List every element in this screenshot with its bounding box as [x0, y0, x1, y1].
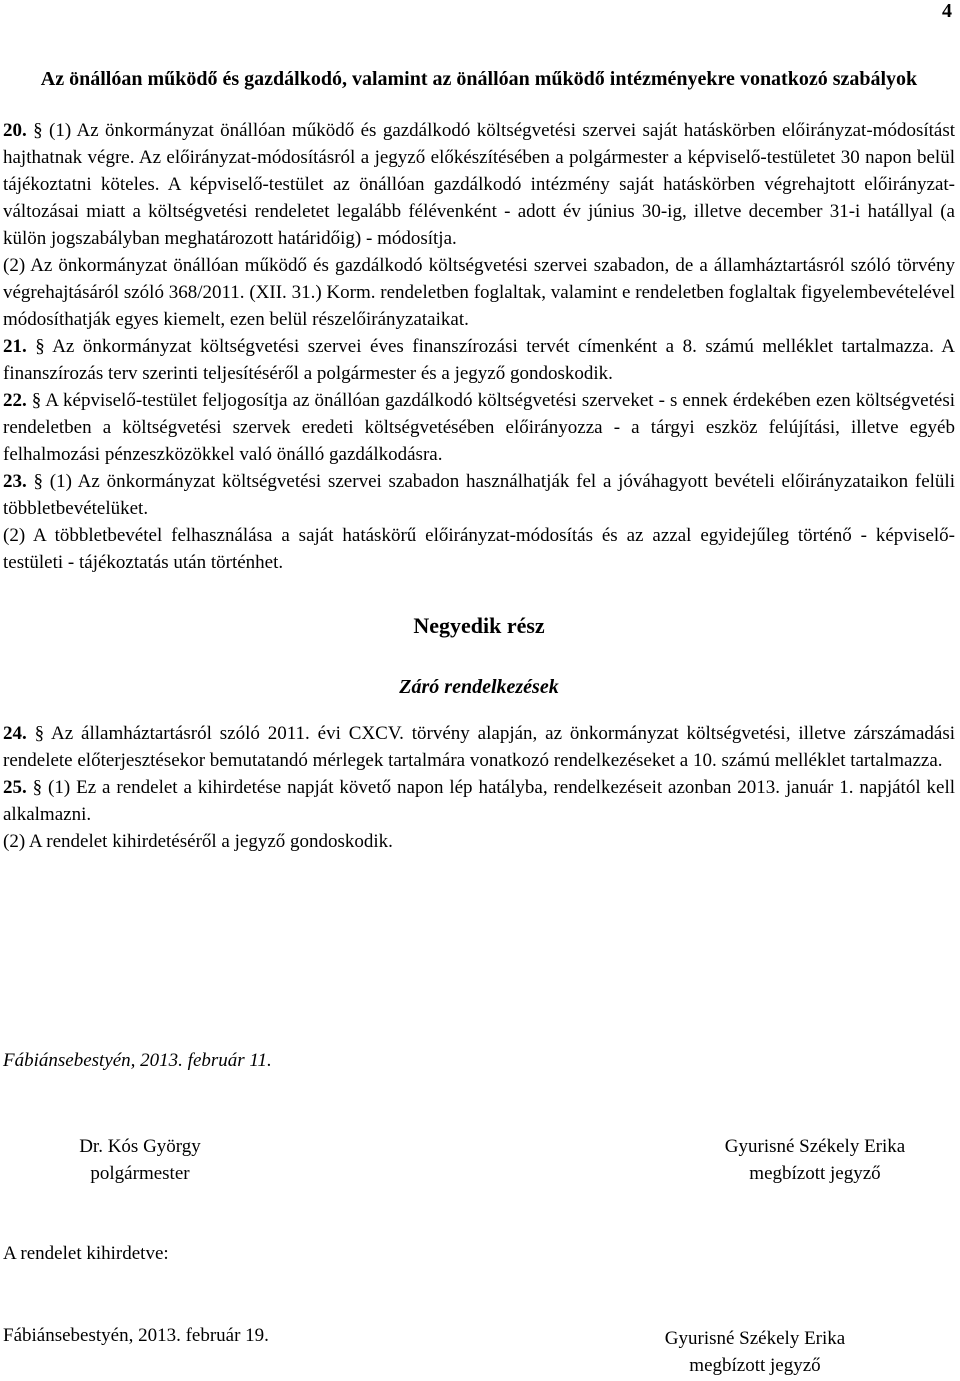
announcement-date: Fábiánsebestyén, 2013. február 19. [3, 1325, 269, 1346]
paragraph-21: 21. § Az önkormányzat költségvetési szervei éves finanszírozási tervét címenként a 8. számú melléklet tartalmazza. A finanszírozás terv szerinti teljesítéséről a polgármester és a jegyző gondoskodik. [3, 336, 955, 384]
paragraph-25-1: 25. § (1) Ez a rendelet a kihirdetése napját követő napon lép hatályba, rendelkezéseit azonban 2013. január 1. napjától kell alkalmazni. [3, 777, 956, 825]
paragraph-22: 22. § A képviselő-testület feljogosítja az önállóan gazdálkodó költségvetési szerveket - s ennek érdekében ezen költségvetési rendeletben a költségvetési szervek eredeti költségvetésében előirányozza - a tárgyi eszköz felújítási, illetve egyéb felhalmozási pénzeszközökkel való önálló gazdálkodásra. [3, 390, 955, 465]
signer-title: megbízott jegyző [749, 1163, 881, 1184]
paragraph-20-2: (2) Az önkormányzat önállóan működő és gazdálkodó költségvetési szervei szabadon, de a államháztartásról szóló törvény végrehajtásáról szóló 368/2011. (XII. 31.) Korm. rendeletben foglaltak, valamint e rendeletben foglaltak figyelembevételével módosíthatják egyes kiemelt, ezen belül részelőirányzataikat. [3, 255, 955, 330]
section-title: Az önállóan működő és gazdálkodó, valamint az önállóan működő intézményekre vonatkozó szabályok [40, 68, 918, 90]
signer-title: polgármester [90, 1163, 190, 1184]
announcement-label: A rendelet kihirdetve: [3, 1243, 169, 1264]
signature-notary [690, 1133, 940, 1187]
document-body [3, 66, 955, 855]
signature-announcement [630, 1325, 880, 1379]
signer-name: Dr. Kós György [79, 1136, 201, 1157]
closing-provisions-title: Záró rendelkezések [399, 676, 559, 698]
part-title: Negyedik rész [413, 613, 545, 638]
signer-title: megbízott jegyző [689, 1355, 821, 1376]
signer-name: Gyurisné Székely Erika [724, 1136, 906, 1157]
paragraph-24: 24. § Az államháztartásról szóló 2011. évi CXCV. törvény alapján, az önkormányzat költségvetési, illetve zárszámadási rendelete előterjesztésekor bemutatandó mérlegek tartalmára vonatkozó rendelkezéseket a 10. számú melléklet tartalmazza. [3, 723, 955, 771]
paragraph-25-2: (2) A rendelet kihirdetéséről a jegyző gondoskodik. [3, 831, 393, 852]
page-number: 4 [942, 0, 952, 22]
paragraphs-a [3, 117, 955, 576]
place-date: Fábiánsebestyén, 2013. február 11. [3, 1050, 272, 1071]
signer-name: Gyurisné Székely Erika [664, 1328, 846, 1349]
paragraph-20-1: 20. § (1) Az önkormányzat önállóan működő és gazdálkodó költségvetési szervei saját hatáskörben előirányzat-módosítást hajthatnak végre. Az előirányzat-módosításról a jegyző előkészítésében a polgármester a képviselő-testületet 30 napon belül tájékoztatni köteles. A képviselő-testület az önállóan gazdálkodó intézmény saját hatáskörben végrehajtott előirányzat-változásai miatt a költségvetési rendeletet legalább félévenként - adott év június 30-ig, illetve december 31-i hatállyal (a külön jogszabályban meghatározott határidőig) - módosítja. [3, 120, 956, 249]
signature-mayor [40, 1133, 240, 1187]
paragraph-23-2: (2) A többletbevétel felhasználása a saját hatáskörű előirányzat-módosítás és az azzal egyidejűleg történő - képviselő-testületi - tájékoztatás után történhet. [3, 525, 955, 573]
paragraphs-b [3, 720, 955, 855]
paragraph-23-1: 23. § (1) Az önkormányzat költségvetési szervei szabadon használhatják fel a jóváhagyott bevételi előirányzataikon felüli többletbevételüket. [3, 471, 955, 519]
